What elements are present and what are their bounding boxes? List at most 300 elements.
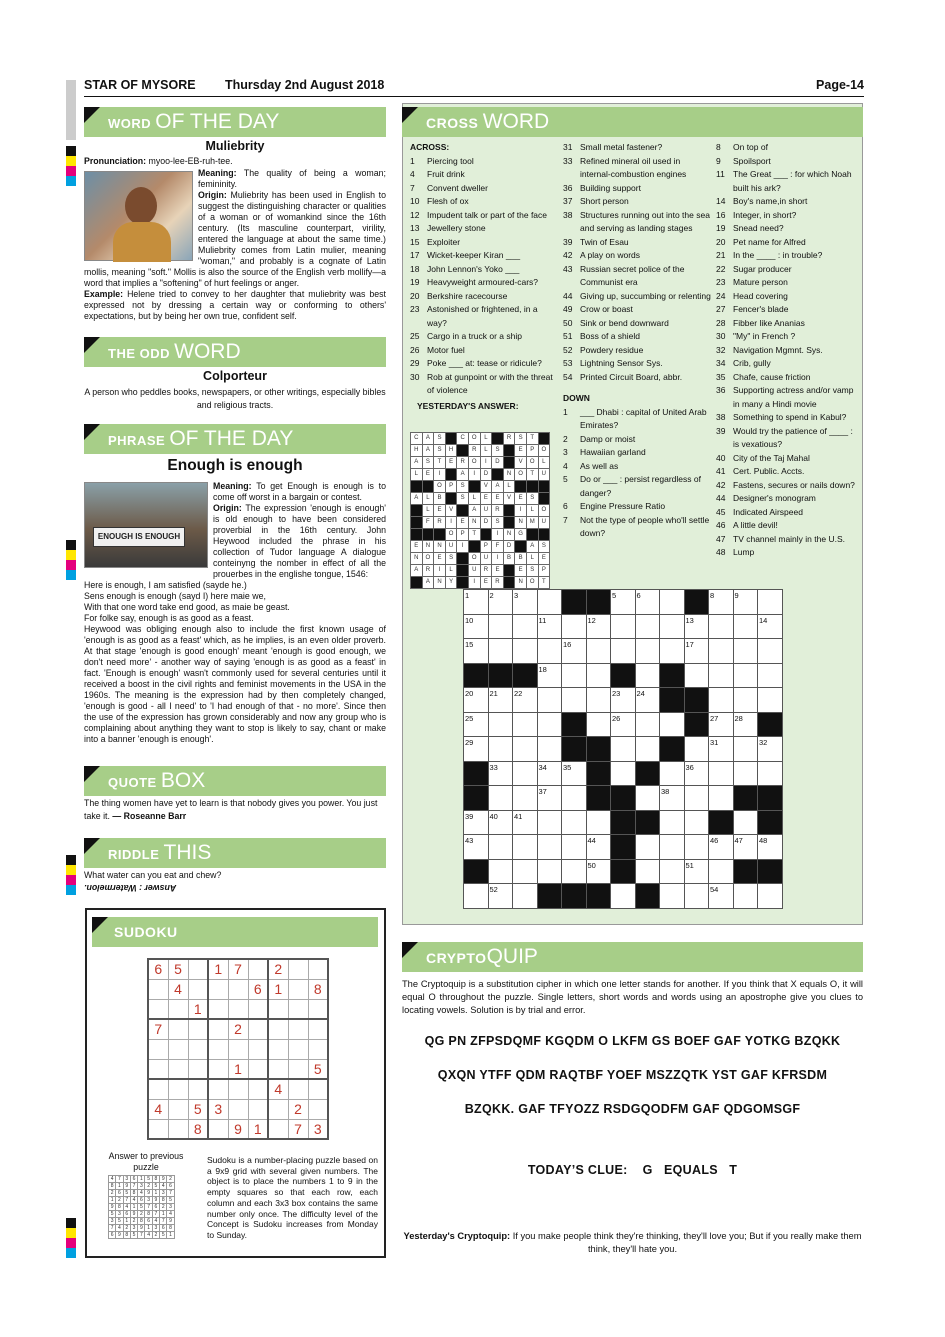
crossword-cell[interactable]	[758, 884, 783, 909]
clue-text: Berkshire racecourse	[427, 290, 508, 301]
crossword-cell[interactable]: 14	[758, 614, 783, 639]
answer-cell: V	[445, 505, 457, 517]
sudoku-cell[interactable]	[288, 959, 308, 979]
sudoku-cell[interactable]	[228, 1039, 248, 1059]
answer-cell: S	[492, 445, 504, 457]
crossword-cell[interactable]	[488, 786, 513, 811]
sudoku-cell[interactable]	[188, 1039, 208, 1059]
sudoku-cell[interactable]: 4	[168, 979, 188, 999]
sudoku-cell[interactable]	[208, 1039, 228, 1059]
color-registration-marks	[66, 855, 76, 895]
crossword-cell[interactable]	[709, 786, 734, 811]
clue-text: Mature person	[733, 277, 788, 287]
crossword-cell[interactable]	[635, 663, 660, 688]
crossword-cell[interactable]	[660, 590, 685, 615]
crossword-cell[interactable]	[513, 859, 538, 884]
answer-cell: L	[411, 469, 423, 481]
clue-text: Snead need?	[733, 223, 784, 233]
crossword-cell[interactable]	[709, 688, 734, 713]
crossword-cell[interactable]	[488, 859, 513, 884]
previous-answer-cell: 8	[123, 1232, 130, 1239]
previous-answer-cell: 1	[123, 1218, 130, 1225]
crossword-cell[interactable]	[513, 712, 538, 737]
crossword-cell[interactable]	[464, 884, 489, 909]
sudoku-cell[interactable]: 7	[228, 959, 248, 979]
clue-number: 47	[716, 533, 726, 544]
crossword-cell[interactable]	[660, 884, 685, 909]
sudoku-cell[interactable]	[168, 999, 188, 1019]
crossword-cell[interactable]	[611, 884, 636, 909]
sudoku-cell[interactable]	[288, 1039, 308, 1059]
sudoku-cell[interactable]	[308, 1079, 328, 1099]
previous-answer-cell: 1	[160, 1211, 167, 1218]
answer-cell: O	[445, 529, 457, 541]
sudoku-cell[interactable]	[248, 1079, 268, 1099]
crossword-cell[interactable]: 38	[660, 786, 685, 811]
crossword-cell[interactable]: 23	[611, 688, 636, 713]
crossword-cell[interactable]: 48	[758, 835, 783, 860]
sudoku-cell[interactable]: 2	[268, 959, 288, 979]
sudoku-cell[interactable]	[308, 959, 328, 979]
sudoku-cell[interactable]: 2	[288, 1099, 308, 1119]
crossword-cell[interactable]	[684, 835, 709, 860]
crossword-cell[interactable]: 16	[562, 639, 587, 664]
sudoku-cell[interactable]	[228, 999, 248, 1019]
crossword-cell[interactable]: 1	[464, 590, 489, 615]
sudoku-cell[interactable]	[168, 1039, 188, 1059]
crossword-cell[interactable]	[660, 614, 685, 639]
sudoku-cell[interactable]	[208, 999, 228, 1019]
sudoku-cell[interactable]	[288, 1079, 308, 1099]
answer-cell: A	[422, 433, 434, 445]
sudoku-cell[interactable]	[228, 1099, 248, 1119]
crossword-cell[interactable]	[488, 614, 513, 639]
crossword-cell[interactable]: 20	[464, 688, 489, 713]
crossword-cell[interactable]	[513, 639, 538, 664]
sudoku-cell[interactable]: 2	[228, 1019, 248, 1039]
clue-number: 17	[410, 250, 420, 260]
crossword-cell[interactable]: 8	[709, 590, 734, 615]
crossword-cell[interactable]	[537, 859, 562, 884]
crossword-cell[interactable]	[733, 810, 758, 835]
down-label: DOWN	[563, 393, 590, 403]
sudoku-cell[interactable]	[168, 1059, 188, 1079]
previous-answer-cell: 8	[145, 1211, 152, 1218]
crossword-cell	[562, 884, 587, 909]
crossword-cell[interactable]: 21	[488, 688, 513, 713]
sudoku-cell[interactable]: 4	[268, 1079, 288, 1099]
answer-cell: I	[445, 517, 457, 529]
crossword-cell[interactable]: 11	[537, 614, 562, 639]
crossword-cell[interactable]: 25	[464, 712, 489, 737]
sudoku-cell[interactable]	[168, 1079, 188, 1099]
crossword-cell[interactable]	[733, 884, 758, 909]
sudoku-cell[interactable]	[148, 1079, 168, 1099]
crossword-cell[interactable]: 39	[464, 810, 489, 835]
answer-cell: L	[503, 481, 515, 493]
clue-item	[716, 195, 861, 209]
clue-number: 20	[716, 236, 726, 247]
sudoku-cell[interactable]: 6	[248, 979, 268, 999]
crossword-cell[interactable]	[537, 712, 562, 737]
crossword-cell[interactable]: 31	[709, 737, 734, 762]
crossword-cell[interactable]: 24	[635, 688, 660, 713]
clue-item	[716, 479, 861, 493]
crossword-cell[interactable]	[684, 663, 709, 688]
crossword-cell[interactable]	[709, 663, 734, 688]
sudoku-cell[interactable]	[188, 1059, 208, 1079]
answer-cell: D	[503, 541, 515, 553]
crossword-grid[interactable]	[463, 589, 783, 909]
quote-text: The thing women have yet to learn is that nobody gives you power. You just take it. — Roseanne Barr	[84, 798, 378, 821]
clue-text: Flesh of ox	[427, 196, 469, 206]
crossword-cell[interactable]	[537, 639, 562, 664]
sudoku-cell[interactable]: 1	[248, 1119, 268, 1139]
crossword-cell[interactable]	[586, 688, 611, 713]
crossword-cell[interactable]: 15	[464, 639, 489, 664]
sudoku-cell[interactable]	[248, 959, 268, 979]
sudoku-cell[interactable]	[288, 979, 308, 999]
crossword-cell[interactable]	[635, 639, 660, 664]
crossword-cell[interactable]	[537, 688, 562, 713]
word-of-day-body: Meaning: The quality of being a woman; femininity. Origin: Muliebrity has been used in English to suggest the distinguishing character or qualities of a woman or of womankind since the 16th century. (Its masculine counterpart, virility, entered the language at about the same time.) Muliebrity comes from Latin mulier, meaning "woman," and probably is a cognate of Latin mollis, meaning "soft." Mollis is also the source of the English verb mollify—a word that implies a "softening" of hurt feelings or anger. Example: Helene tried to convey to her daughter that muliebrity was best expressed not by dressing a certain way or conforming to others' expectations, but by being her own true, confident self.	[84, 168, 386, 321]
crossword-cell[interactable]	[758, 639, 783, 664]
crossword-cell[interactable]: 32	[758, 737, 783, 762]
answer-cell: E	[434, 553, 446, 565]
clue-text: Spoilsport	[733, 155, 771, 166]
crossword-cell[interactable]: 2	[488, 590, 513, 615]
crossword-cell[interactable]: 29	[464, 737, 489, 762]
sudoku-cell[interactable]	[228, 979, 248, 999]
clue-text: Sink or bend downward	[580, 317, 669, 328]
crossword-cell[interactable]: 43	[464, 835, 489, 860]
crossword-cell[interactable]	[635, 859, 660, 884]
crossword-cell[interactable]	[537, 835, 562, 860]
sudoku-cell[interactable]: 7	[148, 1019, 168, 1039]
crossword-cell[interactable]: 35	[562, 761, 587, 786]
sudoku-cell[interactable]	[188, 959, 208, 979]
crossword-cell[interactable]: 9	[733, 590, 758, 615]
crossword-cell[interactable]	[562, 614, 587, 639]
crossword-cell[interactable]	[733, 663, 758, 688]
crossword-cell	[464, 663, 489, 688]
clue-number: 50	[563, 317, 573, 328]
crossword-cell[interactable]	[660, 712, 685, 737]
crossword-cell[interactable]	[513, 835, 538, 860]
clue-item	[563, 290, 713, 304]
crossword-cell[interactable]	[635, 835, 660, 860]
crossword-cell[interactable]: 3	[513, 590, 538, 615]
clue-number: 40	[716, 452, 726, 463]
sudoku-cell[interactable]	[168, 1099, 188, 1119]
sudoku-cell[interactable]	[228, 1079, 248, 1099]
crossword-cell[interactable]: 54	[709, 884, 734, 909]
crossword-cell[interactable]: 41	[513, 810, 538, 835]
crossword-cell[interactable]	[562, 835, 587, 860]
answer-cell: N	[422, 541, 434, 553]
sudoku-cell[interactable]: 8	[308, 979, 328, 999]
previous-answer-cell: 3	[138, 1183, 145, 1190]
clue-item	[716, 546, 861, 560]
sudoku-cell[interactable]	[208, 1019, 228, 1039]
sudoku-cell[interactable]	[148, 999, 168, 1019]
clue-text: Cargo in a truck or a ship	[427, 331, 522, 341]
clue-text: Not the type of people who'll settle down?	[580, 514, 710, 538]
sudoku-cell[interactable]	[208, 1079, 228, 1099]
crossword-cell[interactable]	[709, 614, 734, 639]
clue-item	[563, 357, 713, 371]
previous-answer-grid	[108, 1175, 175, 1239]
sudoku-cell[interactable]	[188, 1079, 208, 1099]
sudoku-cell[interactable]	[148, 1119, 168, 1139]
crossword-cell[interactable]	[562, 663, 587, 688]
sudoku-cell[interactable]	[268, 1019, 288, 1039]
sudoku-cell[interactable]: 3	[308, 1119, 328, 1139]
crossword-cell[interactable]: 50	[586, 859, 611, 884]
answer-cell: E	[515, 565, 527, 577]
word-of-day-banner: WORD OF THE DAY	[84, 107, 386, 137]
sudoku-cell[interactable]	[268, 1059, 288, 1079]
clue-text: Designer's monogram	[733, 493, 816, 503]
crossword-cell[interactable]: 52	[488, 884, 513, 909]
crossword-cell[interactable]	[488, 639, 513, 664]
sudoku-cell[interactable]	[148, 1059, 168, 1079]
sudoku-cell[interactable]: 5	[308, 1059, 328, 1079]
sudoku-cell[interactable]: 3	[208, 1099, 228, 1119]
crossword-cell[interactable]: 18	[537, 663, 562, 688]
sudoku-cell[interactable]	[308, 1099, 328, 1119]
crossword-cell[interactable]	[758, 688, 783, 713]
sudoku-cell[interactable]	[308, 999, 328, 1019]
clue-number: 52	[563, 344, 573, 355]
crossword-cell[interactable]	[611, 639, 636, 664]
sudoku-cell[interactable]	[248, 1099, 268, 1119]
sudoku-cell[interactable]	[288, 1059, 308, 1079]
sudoku-cell[interactable]: 8	[188, 1119, 208, 1139]
sudoku-cell[interactable]: 1	[228, 1059, 248, 1079]
crossword-cell[interactable]	[733, 614, 758, 639]
crossword-cell[interactable]: 40	[488, 810, 513, 835]
crossword-cell[interactable]	[586, 810, 611, 835]
sudoku-cell[interactable]	[168, 1019, 188, 1039]
crossword-cell[interactable]	[660, 639, 685, 664]
sudoku-cell[interactable]: 5	[188, 1099, 208, 1119]
crossword-cell[interactable]: 27	[709, 712, 734, 737]
clue-item	[410, 249, 558, 263]
crossword-cell[interactable]	[611, 614, 636, 639]
answer-cell: V	[515, 457, 527, 469]
crossword-cell[interactable]	[513, 737, 538, 762]
crossword-cell[interactable]: 28	[733, 712, 758, 737]
crossword-cell[interactable]: 36	[684, 761, 709, 786]
answer-cell	[445, 493, 457, 505]
sudoku-cell[interactable]	[248, 999, 268, 1019]
clue-text: Astonished or frightened, in a way?	[427, 304, 538, 328]
crossword-cell[interactable]	[660, 810, 685, 835]
previous-answer-cell: 9	[160, 1176, 167, 1183]
sudoku-cell[interactable]	[168, 1119, 188, 1139]
clue-number: 46	[716, 520, 726, 530]
sudoku-cell[interactable]: 9	[228, 1119, 248, 1139]
sudoku-cell[interactable]: 7	[288, 1119, 308, 1139]
crossword-cell[interactable]	[660, 835, 685, 860]
crossword-cell[interactable]	[758, 590, 783, 615]
clue-number: 29	[410, 358, 420, 368]
previous-answer-cell: 6	[138, 1197, 145, 1204]
answer-cell	[503, 445, 515, 457]
crossword-cell[interactable]	[488, 835, 513, 860]
sudoku-cell[interactable]	[188, 1019, 208, 1039]
crossword-cell[interactable]	[562, 786, 587, 811]
crossword-cell[interactable]	[684, 737, 709, 762]
clue-number: 48	[716, 547, 726, 557]
clue-text: On top of	[733, 142, 768, 152]
answer-cell: U	[445, 541, 457, 553]
crossword-cell[interactable]: 37	[537, 786, 562, 811]
clue-number: 4	[563, 460, 568, 471]
crossword-cell[interactable]: 22	[513, 688, 538, 713]
answer-cell: P	[445, 481, 457, 493]
sudoku-cell[interactable]	[268, 1099, 288, 1119]
sudoku-cell[interactable]	[308, 1019, 328, 1039]
answer-cell: R	[492, 577, 504, 589]
header-rule	[84, 96, 864, 97]
sudoku-cell[interactable]	[248, 1039, 268, 1059]
crossword-cell[interactable]	[513, 884, 538, 909]
previous-answer-cell: 4	[145, 1232, 152, 1239]
crossword-cell[interactable]	[733, 761, 758, 786]
sudoku-cell[interactable]	[208, 1059, 228, 1079]
sudoku-cell[interactable]	[208, 979, 228, 999]
crossword-cell[interactable]: 51	[684, 859, 709, 884]
crossword-cell[interactable]: 5	[611, 590, 636, 615]
answer-cell	[468, 481, 480, 493]
crossword-cell[interactable]	[562, 859, 587, 884]
crossword-cell[interactable]: 12	[586, 614, 611, 639]
sudoku-cell[interactable]	[208, 1119, 228, 1139]
crossword-cell[interactable]: 6	[635, 590, 660, 615]
crossword-cell	[586, 761, 611, 786]
crossword-cell[interactable]	[488, 737, 513, 762]
sudoku-cell[interactable]: 4	[148, 1099, 168, 1119]
crossword-cell[interactable]	[586, 639, 611, 664]
sudoku-cell[interactable]	[148, 979, 168, 999]
answer-cell: D	[492, 457, 504, 469]
crossword-cell[interactable]	[733, 737, 758, 762]
previous-answer-cell: 4	[167, 1211, 174, 1218]
answer-cell: I	[457, 541, 469, 553]
crossword-cell[interactable]	[537, 737, 562, 762]
crossword-cell[interactable]	[513, 614, 538, 639]
crossword-cell[interactable]	[635, 786, 660, 811]
crossword-cell[interactable]: 47	[733, 835, 758, 860]
crossword-cell[interactable]	[513, 786, 538, 811]
crossword-cell[interactable]	[562, 810, 587, 835]
answer-cell: S	[526, 493, 538, 505]
crossword-cell[interactable]	[709, 859, 734, 884]
crossword-cell[interactable]	[684, 810, 709, 835]
sudoku-cell[interactable]: 1	[208, 959, 228, 979]
sudoku-cell[interactable]	[148, 1039, 168, 1059]
clue-number: 3	[563, 447, 568, 457]
crossword-cell[interactable]: 33	[488, 761, 513, 786]
crossword-cell[interactable]	[733, 639, 758, 664]
crossword-cell[interactable]	[586, 712, 611, 737]
previous-answer-cell: 6	[123, 1211, 130, 1218]
sudoku-cell[interactable]: 6	[148, 959, 168, 979]
answer-cell	[457, 505, 469, 517]
crossword-cell[interactable]	[684, 786, 709, 811]
answer-cell: N	[515, 577, 527, 589]
crossword-cell[interactable]	[709, 761, 734, 786]
crossword-cell[interactable]: 10	[464, 614, 489, 639]
clue-number: 38	[716, 412, 726, 422]
crossword-cell[interactable]: 34	[537, 761, 562, 786]
crossword-cell[interactable]	[537, 590, 562, 615]
crossword-cell[interactable]	[635, 614, 660, 639]
answer-cell	[445, 469, 457, 481]
clue-item	[410, 195, 558, 209]
sudoku-cell[interactable]: 1	[268, 979, 288, 999]
crossword-cell[interactable]: 26	[611, 712, 636, 737]
sudoku-cell[interactable]: 1	[188, 999, 208, 1019]
sudoku-cell[interactable]	[248, 1019, 268, 1039]
crossword-cell[interactable]	[709, 639, 734, 664]
crossword-cell	[635, 761, 660, 786]
crossword-cell[interactable]	[635, 712, 660, 737]
crossword-cell[interactable]	[611, 737, 636, 762]
sudoku-cell[interactable]	[268, 1039, 288, 1059]
clue-item	[716, 249, 861, 263]
clue-item	[410, 303, 558, 330]
sudoku-cell[interactable]	[288, 1019, 308, 1039]
crossword-cell[interactable]	[758, 663, 783, 688]
crossword-cell[interactable]	[684, 884, 709, 909]
crossword-cell[interactable]	[586, 663, 611, 688]
answer-cell: A	[411, 457, 423, 469]
crossword-cell[interactable]	[537, 810, 562, 835]
crossword-cell[interactable]	[733, 688, 758, 713]
crossword-cell[interactable]	[660, 859, 685, 884]
clue-text: TV channel mainly in the U.S.	[733, 533, 845, 544]
sudoku-cell[interactable]	[268, 1119, 288, 1139]
crossword-cell[interactable]	[488, 712, 513, 737]
crossword-cell[interactable]	[513, 761, 538, 786]
crossword-cell[interactable]: 17	[684, 639, 709, 664]
crossword-cell[interactable]	[611, 761, 636, 786]
crossword-cell[interactable]	[635, 737, 660, 762]
sudoku-cell[interactable]	[248, 1059, 268, 1079]
sudoku-cell[interactable]	[188, 979, 208, 999]
crossword-cell[interactable]: 46	[709, 835, 734, 860]
crossword-cell	[733, 786, 758, 811]
crossword-cell[interactable]: 13	[684, 614, 709, 639]
crossword-cell[interactable]	[562, 688, 587, 713]
sudoku-cell[interactable]	[308, 1039, 328, 1059]
clue-number: 34	[716, 358, 726, 368]
sudoku-cell[interactable]: 5	[168, 959, 188, 979]
answer-cell: I	[492, 553, 504, 565]
answer-cell	[503, 457, 515, 469]
crossword-cell[interactable]	[660, 761, 685, 786]
sudoku-cell[interactable]	[268, 999, 288, 1019]
crossword-cell	[488, 663, 513, 688]
answer-cell: B	[503, 553, 515, 565]
sudoku-cell[interactable]	[288, 999, 308, 1019]
answer-cell: A	[492, 481, 504, 493]
crossword-cell[interactable]: 44	[586, 835, 611, 860]
crossword-cell[interactable]	[758, 761, 783, 786]
